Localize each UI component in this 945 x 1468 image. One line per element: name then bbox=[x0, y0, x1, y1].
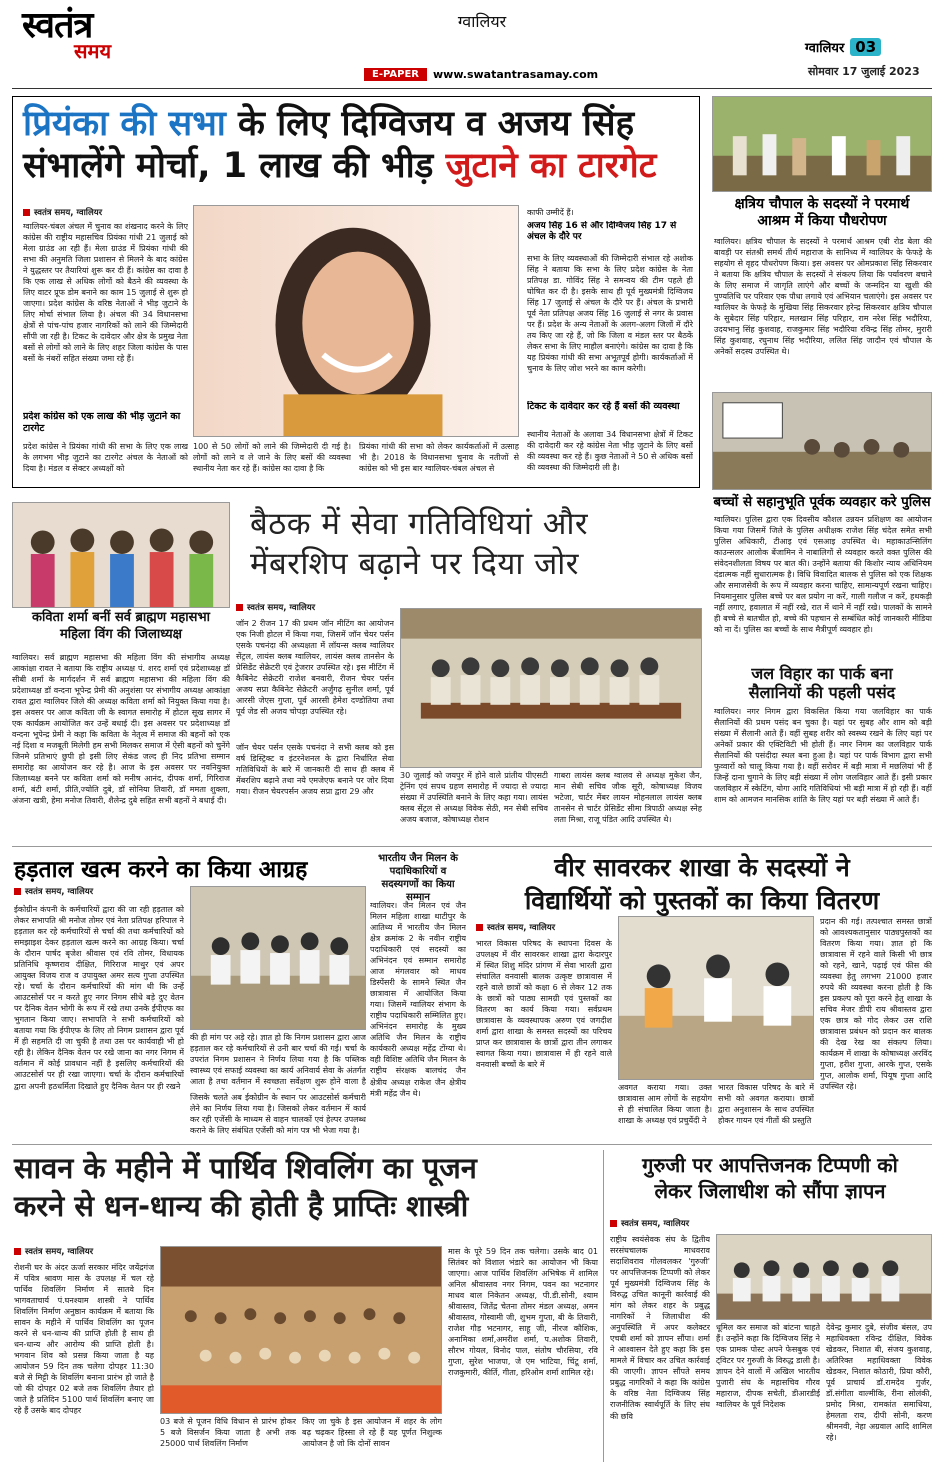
baithak-headline bbox=[250, 504, 702, 585]
sawan-headline bbox=[14, 1150, 600, 1225]
baithak-headline-1: बैठक में सेवा गतिविधियां और bbox=[250, 506, 589, 542]
logo-bottom: समय bbox=[74, 39, 112, 63]
kavita-photo bbox=[12, 502, 230, 608]
logo-top: स्वतंत्र bbox=[22, 4, 93, 46]
lead-col3-subhead2: टिकट के दावेदार कर रहे हैं बसों की व्यवस्था bbox=[527, 401, 680, 412]
lead-col1-text2: प्रदेश कांग्रेस ने प्रियंका गांधी की सभा के लिए एक लाख के लगभग भीड़ जुटाने का टारगेट अंचल के नेताओं को दिया है। मंडल व सेक्टर अध्यक्षों को bbox=[23, 442, 188, 474]
sawan-col3-text: मास के पूरे 59 दिन तक चलेगा। उसके बाद 01 सितंबर को विशाल भंडारे का आयोजन भी किया जाएगा। आज पार्थिव शिवलिंग अभिषेक में शामिल अनिल श्रीवास्तव नगर निगम, पवन का भटनागर माधव बाल निकेतन अध्यक्ष, पी.डी.सोनी, श्याम श्रीवास्तव, जितेंद्र चेतना तोमर मंडल अध्यक्ष, अमन श्रीवास्तव, गोस्वामी जी, शुभम गुप्ता, बी के तिवारी, राजेश गौड़ भटनागर, साहू जी, नीरज कौशिक, अनामिका शर्मा,अमरीश शर्मा, प.अशोक तिवारी, सौरभ गोयल, विनोद पाल, संतोष चौरसिया, रवि गुप्ता, सुरेश भाजपा, जे एम भाटिया, चिंटू शर्मा, राजकुमारी, कीर्ति, गीता, हरिओम शर्मा शामिल रहे। bbox=[448, 1247, 598, 1378]
plantation-photo bbox=[712, 96, 932, 192]
bottom-rule bbox=[12, 1144, 932, 1145]
lead-col1-text: ग्वालियर-चंबल अंचल में चुनाव का शंखनाद करने के लिए कांग्रेस की राष्ट्रीय महासचिव प्रियंका गांधी 21 जुलाई को मेला ग्राउंड आ रही हैं। मेला ग्राउंड में प्रियंका गांधी की सभा की अनुमति जिला प्रशासन से मिलने के बाद कांग्रेस ने युद्धस्तर पर तैयारियां शुरू कर दी हैं। कांग्रेस का दावा है कि एक लाख से अधिक लोगों को बैठने की व्यवस्था के लिए वाटर प्रूफ डोम बनाने का काम 15 जुलाई से शुरू हो जाएगा। प्रदेश कांग्रेस के वरिष्ठ नेताओं ने भीड़ जुटाने के लिए मोर्चा संभाल लिया है। अंचल की 34 विधानसभा क्षेत्रों से पांच-पांच हजार नागरिकों को लाने की जिम्मेदारी सौंपी जा रही है। टिकट के दावेदार और क्षेत्र के प्रमुख नेता बसों से लोगों को लाने के लिए शहर जिला कांग्रेस के पास बसों के नंबरों सहित संख्या जमा रहे हैं। bbox=[23, 222, 188, 364]
site-url[interactable]: www.swatantrasamay.com bbox=[433, 68, 599, 81]
baithak-headline-2: मेंबरशिप बढ़ाने पर दिया जोर bbox=[250, 546, 579, 583]
masthead-rule bbox=[12, 88, 932, 89]
edition-city: ग्वालियर bbox=[457, 12, 507, 31]
hadtal-byline: स्वतंत्र समय, ग्वालियर bbox=[14, 886, 184, 897]
baithak-col1-text: जॉन 2 रीजन 17 की प्रथम जॉन मीटिंग का आयोजन एक निजी होटल में किया गया, जिसमें जॉन चेयर पर्सन एसके पचनंदा की अध्यक्षता में लॉयन्स क्लब ग्वालियर सेंट्रल, लायंस क्लब ग्वालियर, लायंस क्लब तानसेन के प्रेसिडेंट सेक्रेटरी एवं ट्रेजरार उपस्थित रहे। इस मीटिंग में कैबिनेट सेक्रेटरी राजेश बनवारी, रीजन चेयर पर्सन अजय सप्रा कैबिनेट सेक्रेटरी अर्जुंगढ़ सुनील शर्मा, पूर्व आरसी जेएस गुप्ता, पूर्व आरसी हेमेश दण्डोतिया तथा पूर्व जेड सी अजय चोपड़ा उपस्थित रहे। bbox=[236, 619, 394, 717]
kshatriya-text: ग्वालियर। क्षत्रिय चौपाल के सदस्यों ने परमार्थ आश्रम एबी रोड बेला की बावड़ी पर संतश्री समर्थ तीर्थ महाराज के सानिध्य में ग्वालियर के फेफड़े के सहयोग से वृहद पौधरोपण किया। इस अवसर पर ओमप्रकाश सिंह सिकरवार ने बताया कि क्षत्रिय चौपाल के सदस्यों ने संकल्प लिया कि पर्यावरण बचाने के लिए समाज में जागृति लाएंगे और बच्चों के जन्मदिन या खुशी की पुण्यतिथि पर परिवार एक पौधा लगाये एवं अभियान चलाएंगे। इस अवसर पर ग्वालियर के फेफड़े के मुखिया सिंह सिकरवार हरेन्द्र सिकरवार क्षत्रिय चौपाल के सुबेदार सिंह परिहार, मलखान सिंह परिहार, राम नरेश सिंह भदौरिया, उदयभानु सिंह कुशवाह, राजकुमार सिंह भदौरिया रविन्द्र सिंह तोमर, मुरारी सिंह कुशवाह, रघुनाथ सिंह भदौरिया, ललित सिंह जादौन एवं चौपाल के अनेकों सदस्य उपस्थित थे। bbox=[714, 237, 932, 357]
lead-col3-text0: काफी उम्मीदें हैं। bbox=[527, 208, 574, 217]
lead-headline-black-2: संभालेंगे मोर्चा, 1 लाख की भीड़ bbox=[23, 146, 446, 186]
lead-col3-text2: स्थानीय नेताओं के अलावा 34 विधानसभा क्षेत्रों में टिकट की दावेदारी कर रहे कांग्रेस नेता भीड़ जुटाने के लिए बसों की व्यवस्था कर रहे हैं। कुछ नेताओं ने 50 से अधिक बसों की व्यवस्था की जिम्मेदारी ली है। bbox=[527, 430, 693, 473]
savarkar-byline: स्वतंत्र समय, ग्वालियर bbox=[476, 922, 606, 933]
kavita-headline bbox=[12, 610, 230, 644]
hadtal-col1-text: ईकोग्रीन कंपनी के कर्मचारियों द्वारा की जा रही हड़ताल को लेकर सभापति श्री मनोज तोमर एवं नेता प्रतिपक्ष हरिपाल ने हड़ताल कर रहे कर्मचारियों से चर्चा की तथा कर्मचारियों को समझाइश देकर हड़ताल खत्म करने का आग्रह किया। चर्चा के दौरान पार्षद बृजेश श्रीवास एवं रवि तोमर, विधायक प्रतिनिधि कृष्णराव दीक्षित, गिरिराज माथुर एवं अपर आयुक्त विजय राज व उपायुक्त अमर सत्य गुप्ता उपस्थित रहे। चर्चा के दौरान कर्मचारियों की मांग थी कि उन्हें आउटसोर्स पर न करते हुए नगर निगम सीधे बड़े दुए वेतन पर दैनिक वेतन भोगी के रूप में रखे तथा उनके ईपीएफ का भुगतान किया जाए। सभापति ने सभी कर्मचारियों को बताया गया कि ईपीएफ के लिए तो निगम प्रशासन द्वारा पूर्व में ही सहमति दी जा चुकी है तथा उस पर कार्यवाही भी हो रही है। लेकिन दैनिक वेतन पर रखे जाना का नगर निगम में वर्तमान में कोई प्रावधान नहीं है इसलिए कर्मचारियों की आउटसोर्स पर ही रखा जाएगा। चर्चा के दौरान कर्मचारियों द्वारा अपनी हठधर्मिता दिखाते हुए दैनिक वेतन पर ही रखने bbox=[14, 905, 184, 1091]
lions-meeting-photo bbox=[400, 608, 702, 768]
lead-headline-blue: प्रियंका की सभा bbox=[23, 104, 226, 144]
sawan-col1-text: रोशनी घर के अंदर ऊर्जा सरकार मंदिर जयेंद्रगंज में पवित्र श्रावण मास के उपलक्ष में चल रहे पार्थिव शिवलिंग निर्माण में सातवे दिन भागवताचार्य पं.घनश्याम शास्त्री ने पार्थिव शिवलिंग निर्माण अनुष्ठान कार्यक्रम में बताया कि सावन के महीने में पार्थिव शिवलिंग का पूजन करने से धन-धान्य की प्राप्ति होती है साथ ही धन-धान्य और आरोग्य की प्राप्ति होती है। भगवान शिव को प्रसन्न किया जाता है यह आयोजन 59 दिन तक चलेगा दोपहर 11:30 बजे से मिट्टी के शिवलिंग बनाना प्रारंभ हो जाते है जो की दोपहर 02 बजे तक शिवलिंग तैयार हो जाते है प्रतिदिन 5100 पार्थ शिवलिंग बनाए जा रहे हैं उसके बाद दोपहर bbox=[14, 1263, 154, 1416]
guruji-byline: स्वतंत्र समय, ग्वालियर bbox=[610, 1218, 730, 1229]
sawan-caption: 03 बजे से पूजन विधि विधान से प्रारंभ होकर 5 बजे विसर्जन किया जाता है अभी तक 25000 पार्थ शिवलिंग निर्माण bbox=[160, 1417, 296, 1449]
hadtal-caption2: जिसके चलते अब ईकोग्रीन के स्थान पर आउटसोर्स कर्मचारी लेने का निर्णय लिया गया है। जिसको लेकर वर्तमान में कार्य कर रही एजेंसी के माध्यम से वाहन चालकों एवं हेल्पर उपलब्ध कराने के लिए संबंधित एजेंसी को मांग पत्र भी भेजा गया है। bbox=[190, 1093, 366, 1136]
hadtal-caption: की ही मांग पर अड़े रहे। ज्ञात हो कि निगम प्रशासन द्वारा आज हड़ताल कर रहे कर्मचारियों से उनी बार चर्चा की गई। चर्चा के उपरांत निगम प्रशासन ने निर्णय लिया गया है कि पब्लिक स्वास्थ्य एवं सफाई व्यवस्था का कार्य अनिवार्य सेवा के अंतर्गत आता है तथा वर्तमान में स्वच्छता सर्वेक्षण शुरू होने वाला है bbox=[190, 1033, 366, 1087]
hadtal-photo bbox=[190, 886, 366, 1030]
lead-story bbox=[12, 96, 700, 488]
epaper-bar bbox=[364, 66, 604, 83]
lead-col3-text: सभा के लिए व्यवस्थाओं की जिम्मेदारी संभाल रहे अशोक सिंह ने बताया कि सभा के लिए प्रदेश कांग्रेस के नेता प्रतिपक्ष डा. गोविंद सिंह ने समन्वय की टीम पहले ही घोषित कर दी है। इसके साथ ही पूर्व मुख्यमंत्री दिग्विजय सिंह 17 जुलाई से अंचल के दौरे पर हैं। अंचल के प्रभारी पूर्व नेता प्रतिपक्ष अजय सिंह 16 जुलाई से नगर के प्रवास पर हैं। प्रदेश के अन्य नेताओं के अलग-अलग जिलों में दौरे तय किए जा रहे हैं, जो कि जिला व मंडल स्तर पर बैठकें लेकर सभा के लिए माहौल बनाएंगे। कांग्रेस का दावा है कि यह प्रियंका गांधी की सभा अभूतपूर्व होगी। कार्यकर्ताओं में चुनाव के लिए जोश भरने का काम करेगी। bbox=[527, 254, 693, 374]
jalvihar-headline-2: सैलानियों की पहली पसंद bbox=[748, 683, 896, 703]
jalvihar-headline bbox=[712, 664, 932, 702]
baithak-caption-left: 30 जुलाई को जयपुर में होने वाले प्रांतीय पीएसटी ट्रेनिंग एवं सपथ ग्रहण समारोह में ज्यादा से ज्यादा संख्या में उपस्थिति बनाने के लिए कहा गया। लायंस क्लब सेंट्रल से अध्यक्ष विवेक सेठी, मन सेबी सचिव अजय बजाज, कोषाध्यक्ष रोशन bbox=[400, 771, 548, 825]
police-headline: बच्चों से सहानुभूति पूर्वक व्यवहार करे पुलिस bbox=[713, 494, 931, 510]
guruji-headline-1: गुरुजी पर आपत्तिजनक टिप्पणी को bbox=[642, 1153, 898, 1177]
savarkar-caption2: भारत विकास परिषद के बारे में सभी को अवगत कराया। छात्रों द्वारा अनुशासन के साथ उपस्थित होकर गायन एवं गीतों की प्रस्तुति bbox=[718, 1083, 814, 1126]
sawan-headline-2: करने से धन-धान्य की होती है प्राप्तिः शास्त्री bbox=[14, 1188, 469, 1223]
savarkar-headline bbox=[472, 852, 932, 917]
kshatriya-headline: क्षत्रिय चौपाल के सदस्यों ने परमार्थ आश्रम में किया पौधरोपण bbox=[734, 196, 910, 229]
bottom-divider bbox=[603, 1150, 604, 1462]
baithak-byline: स्वतंत्र समय, ग्वालियर bbox=[236, 602, 396, 613]
guruji-caption2: देवेन्द्र कुमार दुबे, संजीव बंसल, उप महाधिवक्ता रविन्द्र दीक्षित, विवेक खेडकर, निशात बी, संजय कुशवाह, अतिरिक्त महाधिवक्ता विवेक खेडकर, निशात कोठारी, प्रिया कौरी, पूर्व प्राचार्य डॉ.रामदेव गुर्जर, डॉ.संगीता वाल्मीकि, रीना सोलंकी, प्रमोद मिश्रा, रामकांत समाधिया, हेमलता राय, दीपी सोनी, करण श्रीमनवी, नेहा अग्रवाल आदि शामिल रहे। bbox=[826, 1323, 932, 1443]
jain-text: ग्वालियर। जैन मिलन एवं जैन मिलन महिला शाखा थाटीपुर के आतिथ्य में भारतीय जैन मिलन क्षेत्र क्रमांक 2 के नवीन राष्ट्रीय पदाधिकारी एवं सदस्यों का अभिनंदन एवं सम्मान समारोह आज मंगलवार को माधव डिस्पेंसरी के सामने स्थित जैन छात्रावास में आयोजित किया गया। जिसमें ग्वालियर संभाग के राष्ट्रीय पदाधिकारी सम्मिलित हुए। अभिनंदन समारोह के मुख्य अतिथि जैन मिलन के राष्ट्रीय कार्यकारी अध्यक्ष महेंद्र टोंग्या थे। वही विशिष्ट अतिथि जैन मिलन के राष्ट्रीय संरक्षक बालचंद जैन क्षेत्रीय अध्यक्ष राकेश जैन क्षेत्रीय मंत्री महेंद्र जैन थे। bbox=[370, 901, 466, 1098]
masthead bbox=[0, 0, 945, 88]
kavita-headline-2: महिला विंग की जिलाध्यक्ष bbox=[59, 626, 182, 642]
savarkar-headline-1: वीर सावरकर शाखा के सदस्यों ने bbox=[554, 853, 850, 882]
jain-headline: भारतीय जैन मिलन के पदाधिकारियों व सदस्यगणों का किया सम्मान bbox=[378, 853, 458, 903]
lead-byline: स्वतंत्र समय, ग्वालियर bbox=[23, 207, 188, 218]
guruji-headline bbox=[608, 1152, 932, 1204]
sawan-byline: स्वतंत्र समय, ग्वालियर bbox=[14, 1246, 154, 1257]
savarkar-col3-text: प्रदान की गई। तत्पश्चात समस्त छात्रों को आवश्यकतानुसार पाठ्यपुस्तकों का वितरण किया गया। ज्ञात हो कि छात्रावास में रहने वाले किसी भी छात्र को रहने, खाने, पढ़ाई एवं फीस की व्यवस्था हेतु लगभग 21000 हजार रुपये की व्यवस्था करना होती है कि इस प्रकल्प को पूरा करने हेतु शाखा के सचिव मेजर डीपी राय श्रीवास्तव द्वारा एक छात्र को गोद लेकर उस राशि छात्रावास प्रबंधन को प्रदान कर बालक की देख रेख का संकल्प लिया। कार्यक्रम में शाखा के कोषाध्यक्ष अरविंद गुप्ता, हरीश गुप्ता, आरके गुप्त, एसके गुप्त, आलोक शर्मा, पियूष गुप्ता आदि उपस्थित रहे। bbox=[820, 917, 932, 1092]
page-info bbox=[805, 38, 925, 56]
baithak-col1-text2: जॉन चेयर पर्सन एसके पचनंदा ने सभी क्लब को इस वर्ष डिस्ट्रिक्ट व इंटरनेशनल के द्वारा निर्धारित सेवा गतिविधियों के बारे में जानकारी दी साथ ही क्लब में मेंबरशिप बढ़ाने तथा नये एमजेएफ बनाने पर जोर दिया गया। रीजन चेयरपर्सन अजय सप्रा द्वारा 29 और bbox=[236, 743, 394, 797]
jalvihar-headline-1: जल विहार का पार्क बना bbox=[751, 664, 893, 683]
newspaper-logo[interactable] bbox=[22, 4, 172, 62]
page-city: ग्वालियर bbox=[805, 41, 845, 56]
lead-headline-red: जुटाने का टारगेट bbox=[445, 146, 657, 186]
lead-col3-subhead: अजय सिंह 16 से और दिग्विजय सिंह 17 से अंचल के दौरे पर bbox=[527, 221, 677, 243]
guruji-photo bbox=[716, 1234, 932, 1320]
lead-caption-left: 100 से 50 लोगों को लाने की जिम्मेदारी दी गई है। लोगों को लाने व ले जाने के लिए बसों की व्यवस्था स्थानीय नेता कर रहे हैं। कांग्रेस का दावा है कि bbox=[193, 442, 351, 474]
hadtal-headline: हड़ताल खत्म करने का किया आग्रह bbox=[14, 857, 308, 883]
police-text: ग्वालियर। पुलिस द्वारा एक दिवसीय कौशल उन्नयन प्रशिक्षण का आयोजन किया गया जिसमें जिले के पुलिस अधीक्षक राजेश सिंह चंदेल समेत सभी पुलिस अधिकारी, टीआइ एवं एसआइ उपस्थित थे। महाकाउन्सिलिंग काउन्सलर आलोक बेंजामिन ने नाबालिगों से व्यवहार करते वक्त पुलिस की संवेदनशीलता विषय पर बात की। उन्होंने बताया की किशोर न्याय अधिनियम दंडात्मक नहीं सुधारात्मक है। विधि विवादित बालक से पुलिस को एक शिक्षक और समाजसेवी के रूप में व्यवहार करना चाहिए, सामान्यपूर्ण रखना चाहिए। नियमानुसार पुलिस बच्चे पर बल प्रयोग ना करें, गाली गलौज न करें, हथकड़ी नहीं लगाए, हवालात में नहीं रखे, रात में थाने में नहीं रखे। पालकों के सामने ही बच्चे से बातचीत हो, बच्चे की पहचान से सम्बंधित कोई जानकारी मीडिया को ना दें। पुलिस का बच्चों के साथ मैत्रीपूर्ण व्यवहार हो। bbox=[714, 515, 932, 635]
guruji-col1-text: राष्ट्रीय स्वयंसेवक संघ के द्वितीय सरसंघचालक माधवराव सदाशिवराव गोलवलकर 'गुरुजी' पर आपत्तिजनक टिप्पणी को लेकर पूर्व मुख्यमंत्री दिग्विजय सिंह के विरुद्ध उचित कानूनी कार्रवाई की मांग को लेकर शहर के प्रबुद्ध नागरिकों ने जिलाधीश की अनुपस्थिति में अपर कलेक्टर एचबी शर्मा को ज्ञापन सौंपा। शर्मा ने आश्वासन देते हुए कहा कि इस मामले में विचार कर उचित कार्रवाई की जाएगी। ज्ञापन सौंपते समय प्रबुद्ध नागरिकों ने कहा कि कांग्रेस के वरिष्ठ नेता दिग्विजय सिंह राजनीतिक स्वार्थपूर्ति के लिए संघ की छवि bbox=[610, 1235, 710, 1421]
kavita-headline-1: कविता शर्मा बनीं सर्व ब्राह्मण महासभा bbox=[32, 610, 210, 625]
savarkar-headline-2: विद्यार्थियों को पुस्तकों का किया वितरण bbox=[524, 885, 880, 915]
baithak-caption-right: गाबरा लायंस क्लब ग्वालव से अध्यक्ष मुकेश जैन, मान सेबी सचिव जौक सूरी, कोषाध्यक्ष विजय भटेजा, चार्टर मेंबर लायन मोहनलाल लायंस क्लब तानसेन से चार्टर प्रेसिडेंट सीमा त्रिपाठी अध्यक्ष स्नेह लता मिश्रा, राजू पंडित आदि उपस्थित थे। bbox=[554, 771, 702, 825]
lead-col1-subhead: प्रदेश कांग्रेस को एक लाख की भीड़ जुटाने का टारगेट bbox=[23, 411, 181, 434]
savarkar-photo bbox=[618, 916, 814, 1080]
kavita-text: ग्वालियर। सर्व ब्राह्मण महासभा की महिला विंग की संभागीय अध्यक्ष आकांक्षा रावत ने बताया कि राष्ट्रीय अध्यक्ष पं. शरद शर्मा एवं प्रदेशाध्यक्ष डॉ सीबी शर्मा के मार्गदर्शन में सर्व ब्राह्मण महासभा की महिला विंग की प्रदेशाध्यक्ष डॉ वन्दना भूपेन्द्र प्रेमी की अनुशंसा पर संभागीय अध्यक्ष आकांक्षा रावत द्वारा ग्वालियर जिले की अध्यक्ष कविता शर्मा को नियुक्त किया गया है। इस अवसर पर आज कविता जी के स्वागत समारोह में होटल सूख सागर में एक कार्यक्रम आयोजित कर उन्हें बधाई दी। इस अवसर पर प्रदेशाध्यक्ष डॉ वन्दना भूपेन्द्र प्रेमी ने कहा कि कविता के नेतृत्व में समाज की बहनों को एक नई दिशा व मजबूती मिलेगी हम सभी मिलकर समाज में ऐसी बहनों को चुनेंगे जिनमे प्रतिभाएं छुपी हो इसी लिए सेकंड जल्द ही निद प्रतिभा सम्मान समारोह का आयोजन कर रहे है। आज के इस अवसर पर नवनियुक्त जिलाध्यक्ष बनने पर कविता शर्मा को मनीष आनंद, दीपक शर्मा, गिरिराज शर्मा, बंटी शर्मा, प्रीति,ज्योति दुबे, डॉ सोनिया तिवारी, डॉ ममता शुक्ला, अंजना खत्री, हेमा मनोज तिवारी, शैलेन्द्र दुबे सहित सभी बहनों ने बधाई दी। bbox=[12, 653, 230, 806]
guruji-caption: धूमिल कर समाज को बांटना चाहते हैं। उन्होंने कहा कि दिग्विजय सिंह ने एक प्रामक पोस्ट अपने फेसबुक एवं ट्विटर पर गुरुजी के विरुद्ध डाली है। ज्ञापन देने वालों में अखिल भारतीय पुजारी संघ के महासचिव गौरव महाराज, दीपक सचेती, डीआरडीई ग्वालियर के पूर्व निदेशक bbox=[716, 1323, 820, 1410]
jalvihar-text: ग्वालियर। नगर निगम द्वारा विकसित किया गया जलविहार का पार्क सैलानियों की प्रथम पसंद बन चुका है। यहां पर सुबह और शाम को बड़ी संख्या में सैलानी आते हैं। वहीं सुबह शरीर को स्वस्थ्य रखने के लिए यहां पर अनेकों प्रकार की एक्टिविटी भी होती हैं। नगर निगम का जलविहार पार्क सैलानियों की पसंदीदा स्थल बना हुआ है। यहां पर पार्क विभाग द्वारा सभी फुव्वारों को चालू किया गया है। वहीं सरोवर में बड़ी मात्रा में मछलियां भी हैं जिन्हें दाना चुगाने के लिए बड़ी संख्या में लोग जलविहार आते हैं। इसी प्रकार जलविहार में स्केटिंग, योगा आदि गतिविधियां भी बड़ी मात्रा में हो रही हैं। वहीं शाम को आमजन मानसिक शांति के लिए यहां पर बड़ी संख्या में आते हैं। bbox=[714, 707, 932, 805]
lead-headline bbox=[23, 103, 693, 187]
lead-headline-black-1: के लिए दिग्विजय व अजय सिंह bbox=[225, 104, 635, 144]
sawan-headline-1: सावन के महीने में पार्थिव शिवलिंग का पूजन bbox=[14, 1151, 477, 1185]
sawan-caption2: किए जा चुके है इस आयोजन में शहर के लोग बढ़ चढ़कर हिस्सा ले रहे हैं यह पूर्णत निशुल्क आयोजन है जो कि दोनों सावन bbox=[302, 1417, 442, 1449]
page-number: 03 bbox=[850, 38, 881, 56]
guruji-headline-2: लेकर जिलाधीश को सौंपा ज्ञापन bbox=[654, 1179, 886, 1203]
epaper-label: E-PAPER bbox=[364, 68, 427, 81]
police-training-photo bbox=[712, 392, 932, 490]
lead-caption-right: प्रियंका गांधी की सभा को लेकर कार्यकर्ताओं में उत्साह भी है। 2018 के विधानसभा चुनाव के नतीजों से कांग्रेस को भी इस बार ग्वालियर-चंबल अंचल से bbox=[359, 442, 519, 474]
mid-rule bbox=[12, 846, 932, 847]
savarkar-caption: अवगत कराया गया। उक्त छात्रावास आम लोगों के सहयोग से ही संचालित किया जाता है। शाखा के अध्यक्ष एवं प्रचुर्येदी ने bbox=[618, 1083, 712, 1126]
savarkar-col1-text: भारत विकास परिषद के स्थापना दिवस के उपलक्ष्य में वीर सावरकर शाखा द्वारा केदारपुर में स्थित शिशु मंदिर प्रांगण में सेवा भारती द्वारा संचालित वनवासी बालक उत्कृष्ट छात्रावास में रहने वाले छात्रों को कक्षा 6 से लेकर 12 तक के छात्रों को पाठ्य सामग्री एवं पुस्तकों का वितरण का कार्य किया गया। सर्वप्रथम छात्रावास के व्यवस्थापक अरुण एवं जगदीश शर्मा द्वारा शाखा के समस्त सदस्यों का परिचय प्राप्त कर छात्रावास के छात्रों द्वारा तीन लगाकर स्वागत किया गया। छात्रावास में ही रहने वाले वनवासी बच्चों के बारे में bbox=[476, 939, 612, 1070]
shivling-photo bbox=[160, 1246, 442, 1414]
priyanka-photo bbox=[193, 205, 519, 437]
issue-date: सोमवार 17 जुलाई 2023 bbox=[808, 65, 920, 78]
